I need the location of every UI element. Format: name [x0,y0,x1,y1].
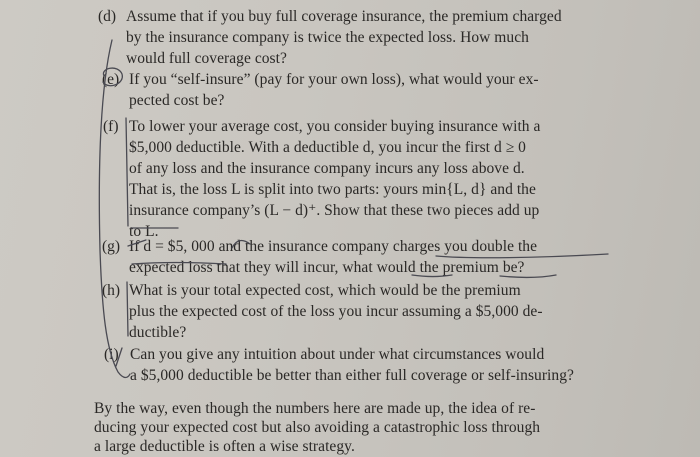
question-label: (i) [104,346,119,363]
closing-text-line: ducing your expected cost but also avoiding a catastrophic loss through [94,419,541,436]
margin-line-f-mark [126,118,128,226]
margin-bracket-mark [99,40,130,378]
closing-text-line: By the way, even though the numbers here are made up, the idea of re- [94,400,536,417]
question-text-line: insurance company’s (L − d)⁺. Show that these two pieces add up [129,202,540,219]
question-text-line: a $5,000 deductible be better than either full coverage or self-insuring? [130,367,574,384]
question-text-line: What is your total expected cost, which would be the premium [129,282,521,299]
question-text-line: Can you give any intuition about under what circumstances would [130,346,545,363]
question-text-line: $5,000 deductible. With a deductible d, you incur the first d ≥ 0 [129,139,526,156]
question-text-line: Assume that if you buy full coverage insurance, the premium charged [126,8,562,25]
question-text-line: would full coverage cost? [126,50,287,67]
question-text-line: plus the expected cost of the loss you incur assuming a $5,000 de- [129,303,543,320]
question-text-line: pected cost be? [129,92,225,109]
question-text-line: by the insurance company is twice the expected loss. How much [126,29,529,46]
question-text-line: to L. [129,223,159,240]
question-label: (f) [103,118,119,135]
question-text-line: If d = $5, 000 and the insurance company charges you double the [129,238,538,255]
question-label: (d) [98,8,117,25]
question-text-line: of any loss and the insurance company incurs any loss above d. [129,160,525,177]
question-text-line: That is, the loss L is split into two parts: yours min{L, d} and the [129,181,536,198]
question-text-line: To lower your average cost, you consider buying insurance with a [129,118,541,135]
closing-text-line: a large deductible is often a wise strategy. [94,438,355,455]
question-text-line: ductible? [129,324,187,341]
question-label: (h) [102,282,121,299]
question-text-line: expected loss that they will incur, what would the premium be? [129,259,525,276]
margin-line-h-mark [127,282,128,336]
question-text-line: If you “self-insure” (pay for your own loss), what would your ex- [129,71,539,88]
question-label: (g) [102,238,121,255]
question-label: (e) [102,71,120,88]
